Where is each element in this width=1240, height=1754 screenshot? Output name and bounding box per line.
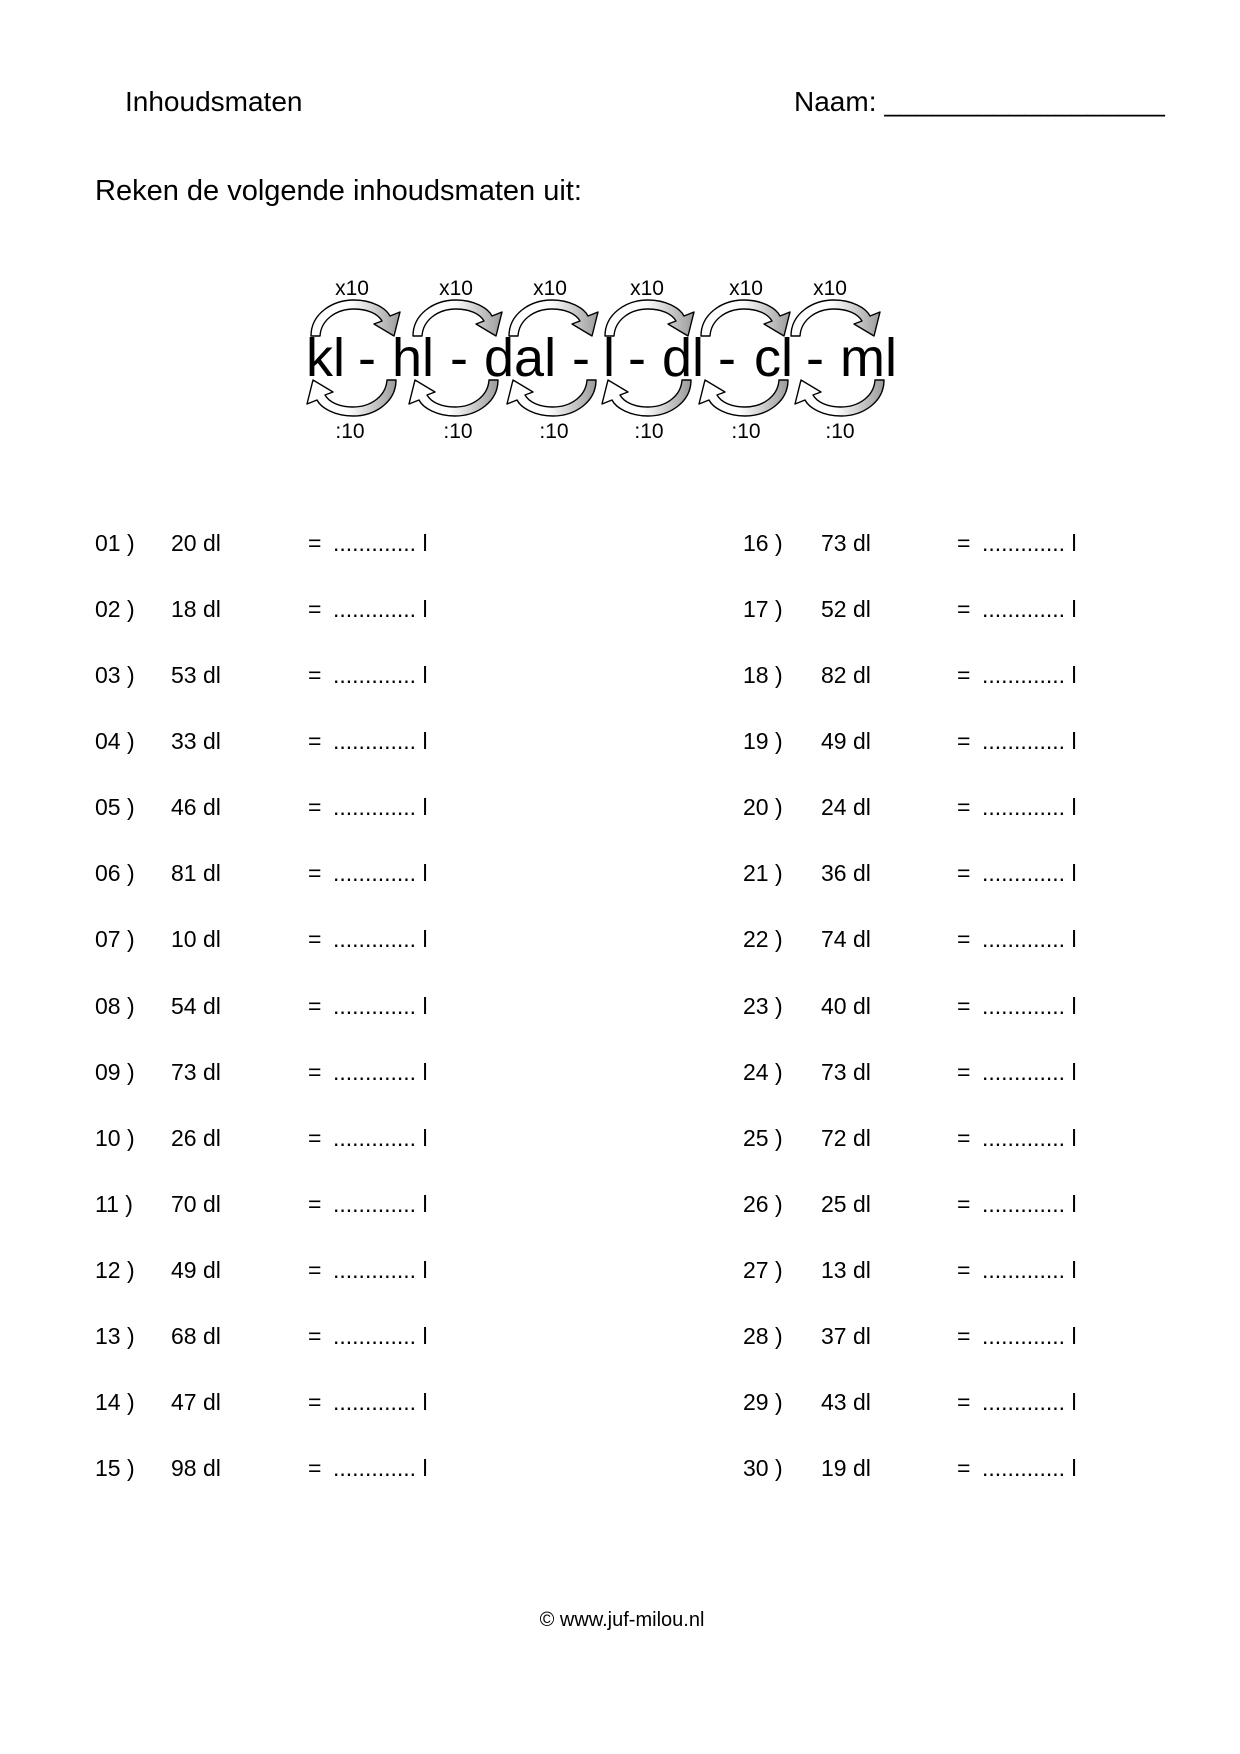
multiply-label: x10 (729, 277, 763, 300)
answer-blank: ............. l (982, 860, 1077, 887)
answer-blank: ............. l (982, 1190, 1077, 1217)
name-label: Naam: (794, 86, 877, 117)
divide-label: :10 (443, 420, 473, 443)
answer-blank: ............. l (982, 992, 1077, 1019)
unit-separator: - (628, 328, 646, 388)
equals-sign: = (308, 728, 322, 755)
worksheet-title: Inhoudsmaten (125, 86, 303, 117)
exercise-value: 73 dl (821, 530, 871, 556)
exercise-number: 21 ) (743, 860, 783, 887)
answer-blank: ............. l (982, 1455, 1077, 1481)
unit-label: hl (392, 328, 435, 388)
answer-blank: ............. l (982, 926, 1077, 953)
exercise-row (0, 1059, 1240, 1087)
exercise-number: 24 ) (743, 1058, 783, 1085)
exercise-number: 03 ) (95, 662, 135, 689)
answer-blank: ............. l (333, 1455, 428, 1481)
exercise-value: 68 dl (171, 1322, 221, 1349)
exercise-value: 82 dl (821, 662, 871, 689)
answer-blank: ............. l (333, 1322, 428, 1349)
exercise-value: 43 dl (821, 1388, 871, 1415)
equals-sign: = (957, 662, 971, 689)
answer-blank: ............. l (333, 794, 428, 821)
exercise-value: 10 dl (171, 926, 221, 953)
answer-blank: ............. l (333, 1256, 428, 1283)
exercise-value: 74 dl (821, 926, 871, 953)
exercise-value: 47 dl (171, 1388, 221, 1415)
exercise-number: 08 ) (95, 992, 135, 1019)
exercise-row (0, 1389, 1240, 1417)
exercise-number: 26 ) (743, 1190, 783, 1217)
footer-copyright: © www.juf-milou.nl (539, 1609, 705, 1631)
answer-blank: ............. l (333, 662, 428, 689)
exercise-number: 14 ) (95, 1388, 135, 1415)
equals-sign: = (957, 1124, 971, 1151)
exercise-row (0, 728, 1240, 756)
multiply-label: x10 (533, 277, 567, 300)
unit-label: dl (662, 328, 705, 388)
exercise-number: 07 ) (95, 926, 135, 953)
exercise-value: 26 dl (171, 1124, 221, 1151)
exercise-value: 36 dl (821, 860, 871, 887)
exercise-value: 73 dl (171, 1058, 221, 1085)
exercise-number: 05 ) (95, 794, 135, 821)
answer-blank: ............. l (333, 860, 428, 887)
exercise-value: 24 dl (821, 794, 871, 821)
answer-blank: ............. l (982, 530, 1077, 556)
equals-sign: = (957, 992, 971, 1019)
exercise-number: 27 ) (743, 1256, 783, 1283)
equals-sign: = (308, 992, 322, 1019)
exercise-row (0, 993, 1240, 1021)
exercise-number: 19 ) (743, 728, 783, 755)
exercise-number: 23 ) (743, 992, 783, 1019)
answer-blank: ............. l (982, 596, 1077, 623)
answer-blank: ............. l (982, 728, 1077, 755)
equals-sign: = (308, 1388, 322, 1415)
exercise-number: 28 ) (743, 1322, 783, 1349)
answer-blank: ............. l (982, 662, 1077, 689)
exercise-number: 30 ) (743, 1455, 783, 1481)
exercise-row (0, 1191, 1240, 1219)
unit-separator: - (572, 328, 590, 388)
equals-sign: = (957, 1455, 971, 1481)
answer-blank: ............. l (982, 1124, 1077, 1151)
equals-sign: = (308, 662, 322, 689)
exercise-value: 54 dl (171, 992, 221, 1019)
answer-blank: ............. l (333, 1190, 428, 1217)
unit-separator: - (450, 328, 468, 388)
exercise-value: 19 dl (821, 1455, 871, 1481)
exercise-number: 13 ) (95, 1322, 135, 1349)
exercise-value: 37 dl (821, 1322, 871, 1349)
unit-label: kl (306, 328, 345, 388)
unit-label: dal (484, 328, 557, 388)
equals-sign: = (957, 1190, 971, 1217)
exercise-row (0, 1257, 1240, 1285)
answer-blank: ............. l (333, 992, 428, 1019)
unit-separator: - (806, 328, 824, 388)
exercise-row (0, 1323, 1240, 1351)
equals-sign: = (308, 1322, 322, 1349)
exercise-value: 81 dl (171, 860, 221, 887)
exercise-row (0, 1455, 1240, 1483)
multiply-label: x10 (813, 277, 847, 300)
exercise-number: 15 ) (95, 1455, 135, 1481)
exercise-value: 70 dl (171, 1190, 221, 1217)
exercise-row (0, 1125, 1240, 1153)
exercise-number: 29 ) (743, 1388, 783, 1415)
multiply-label: x10 (630, 277, 664, 300)
unit-label: cl (754, 328, 793, 388)
exercise-number: 16 ) (743, 530, 783, 556)
equals-sign: = (308, 1190, 322, 1217)
exercise-number: 11 ) (95, 1190, 133, 1217)
answer-blank: ............. l (333, 1058, 428, 1085)
exercise-value: 49 dl (171, 1256, 221, 1283)
equals-sign: = (308, 860, 322, 887)
exercise-value: 52 dl (821, 596, 871, 623)
instruction-text: Reken de volgende inhoudsmaten uit: (95, 175, 582, 207)
answer-blank: ............. l (982, 1388, 1077, 1415)
exercise-number: 17 ) (743, 596, 783, 623)
equals-sign: = (308, 1124, 322, 1151)
exercise-row (0, 794, 1240, 822)
exercise-number: 01 ) (95, 530, 135, 556)
divide-label: :10 (731, 420, 761, 443)
equals-sign: = (308, 794, 322, 821)
exercise-row (0, 530, 1240, 558)
exercise-number: 12 ) (95, 1256, 135, 1283)
equals-sign: = (308, 1455, 322, 1481)
answer-blank: ............. l (982, 1322, 1077, 1349)
divide-label: :10 (539, 420, 569, 443)
exercise-number: 22 ) (743, 926, 783, 953)
equals-sign: = (957, 1322, 971, 1349)
exercise-number: 25 ) (743, 1124, 783, 1151)
exercise-number: 06 ) (95, 860, 135, 887)
answer-blank: ............. l (333, 926, 428, 953)
answer-blank: ............. l (333, 596, 428, 623)
exercise-value: 98 dl (171, 1455, 221, 1481)
unit-label: ml (840, 328, 897, 388)
exercise-row (0, 662, 1240, 690)
divide-label: :10 (634, 420, 664, 443)
exercise-number: 09 ) (95, 1058, 135, 1085)
exercise-number: 10 ) (95, 1124, 135, 1151)
equals-sign: = (308, 1256, 322, 1283)
exercise-value: 18 dl (171, 596, 221, 623)
equals-sign: = (957, 596, 971, 623)
equals-sign: = (957, 728, 971, 755)
exercise-value: 13 dl (821, 1256, 871, 1283)
answer-blank: ............. l (333, 1124, 428, 1151)
exercise-number: 20 ) (743, 794, 783, 821)
answer-blank: ............. l (333, 530, 428, 556)
multiply-label: x10 (439, 277, 473, 300)
equals-sign: = (308, 596, 322, 623)
answer-blank: ............. l (333, 1388, 428, 1415)
exercise-value: 49 dl (821, 728, 871, 755)
answer-blank: ............. l (982, 1058, 1077, 1085)
exercise-row (0, 926, 1240, 954)
equals-sign: = (308, 926, 322, 953)
unit-separator: - (358, 328, 376, 388)
unit-label: l (603, 328, 615, 388)
exercise-value: 72 dl (821, 1124, 871, 1151)
exercise-number: 02 ) (95, 596, 135, 623)
multiply-label: x10 (335, 277, 369, 300)
exercise-value: 20 dl (171, 530, 221, 556)
equals-sign: = (957, 794, 971, 821)
answer-blank: ............. l (982, 794, 1077, 821)
exercise-value: 33 dl (171, 728, 221, 755)
exercise-value: 40 dl (821, 992, 871, 1019)
exercise-row (0, 860, 1240, 888)
exercise-row (0, 596, 1240, 624)
unit-separator: - (718, 328, 736, 388)
name-blank-line: __________________ (884, 86, 1165, 117)
exercise-number: 18 ) (743, 662, 783, 689)
divide-label: :10 (335, 420, 365, 443)
divide-label: :10 (825, 420, 855, 443)
exercise-value: 53 dl (171, 662, 221, 689)
equals-sign: = (308, 1058, 322, 1085)
equals-sign: = (957, 1388, 971, 1415)
exercise-value: 25 dl (821, 1190, 871, 1217)
equals-sign: = (957, 860, 971, 887)
equals-sign: = (308, 530, 322, 556)
answer-blank: ............. l (333, 728, 428, 755)
exercise-value: 73 dl (821, 1058, 871, 1085)
answer-blank: ............. l (982, 1256, 1077, 1283)
equals-sign: = (957, 1058, 971, 1085)
exercise-number: 04 ) (95, 728, 135, 755)
exercise-value: 46 dl (171, 794, 221, 821)
equals-sign: = (957, 1256, 971, 1283)
equals-sign: = (957, 926, 971, 953)
equals-sign: = (957, 530, 971, 556)
